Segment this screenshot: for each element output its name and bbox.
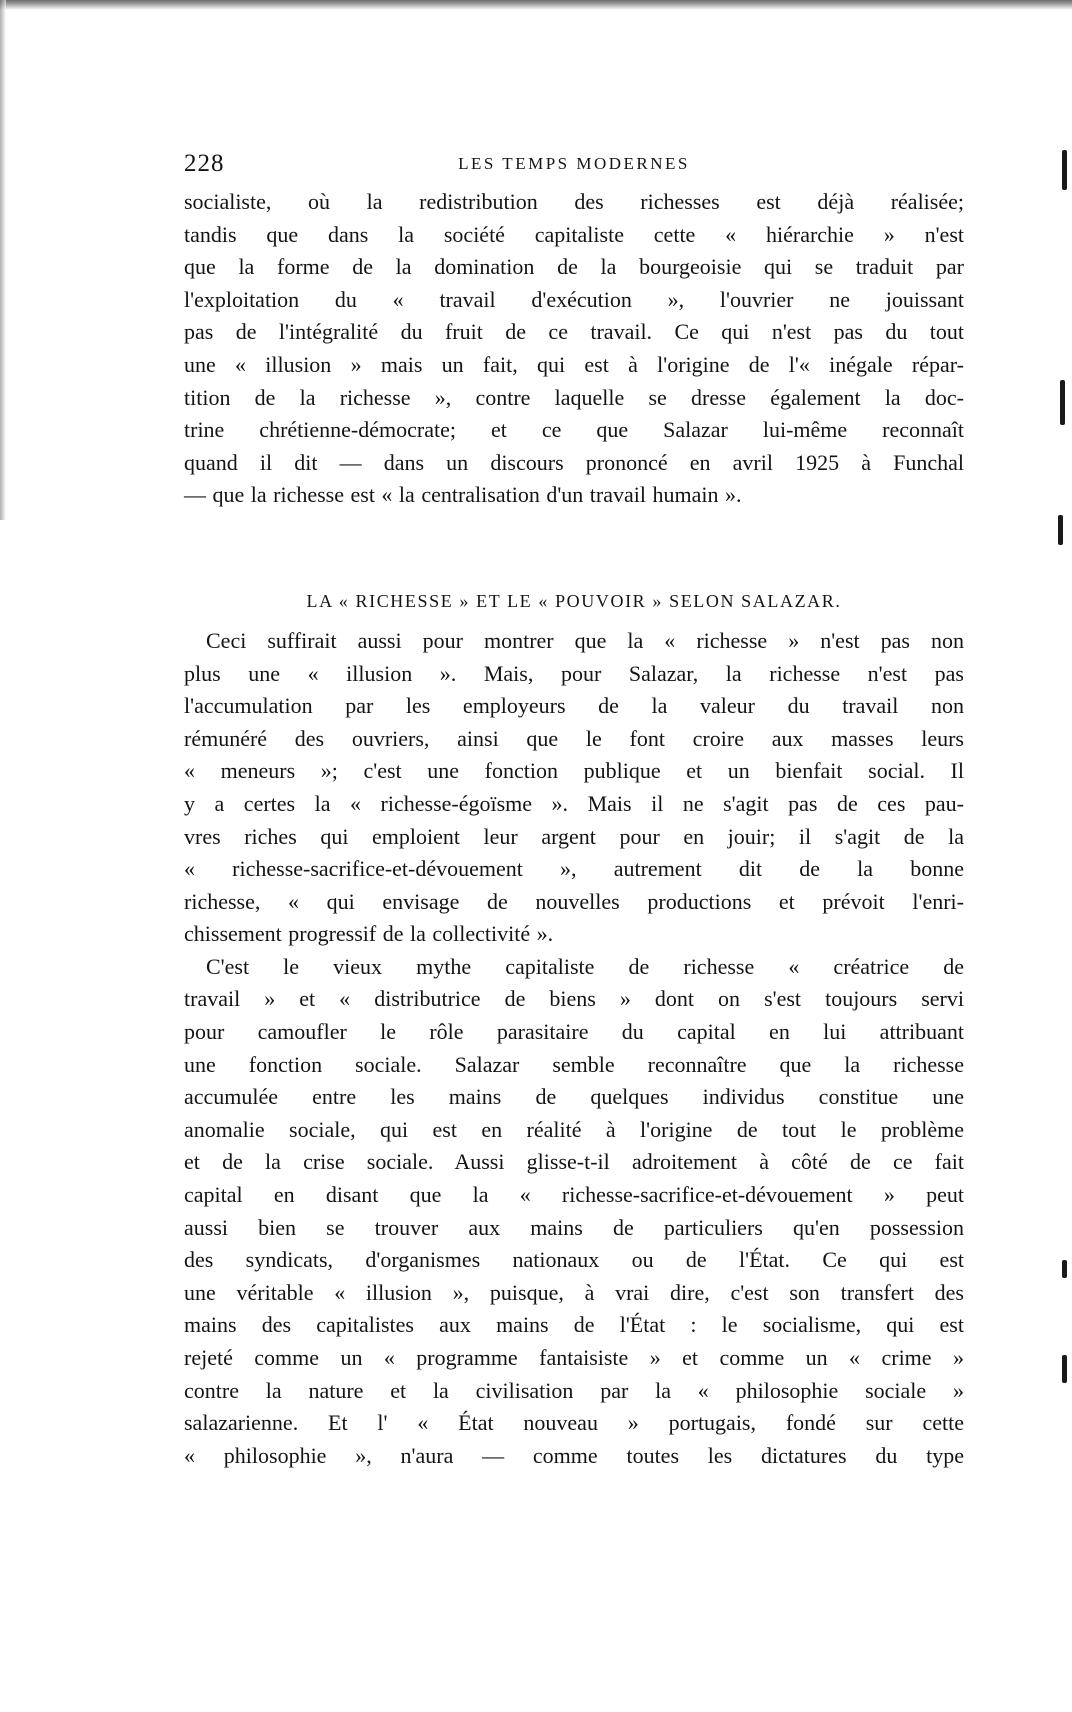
text-line: contre la nature et la civilisation par la « philosophie sociale » <box>184 1377 964 1403</box>
text-line: salazarienne. Et l' « État nouveau » portugais, fondé sur cette <box>184 1410 964 1436</box>
text-line: pour camoufler le rôle parasitaire du capital en lui attribuant <box>184 1019 964 1045</box>
document-page <box>184 150 964 1472</box>
text-line: que la forme de la domination de la bourgeoisie qui se traduit par <box>184 254 964 280</box>
scan-mark <box>1060 380 1065 425</box>
text-line: capital en disant que la « richesse-sacrifice-et-dévouement » peut <box>184 1182 964 1208</box>
text-line: l'exploitation du « travail d'exécution », l'ouvrier ne jouissant <box>184 286 964 312</box>
scan-mark <box>1062 150 1067 190</box>
text-line: accumulée entre les mains de quelques individus constitue une <box>184 1084 964 1110</box>
scan-edge-top <box>0 0 1072 10</box>
paragraph-3 <box>184 951 964 1473</box>
text-line: « philosophie », n'aura — comme toutes les dictatures du type <box>184 1442 964 1468</box>
text-line: plus une « illusion ». Mais, pour Salazar, la richesse n'est pas <box>184 660 964 686</box>
body-text <box>184 186 964 1472</box>
scan-mark <box>1062 1260 1067 1278</box>
text-line: des syndicats, d'organismes nationaux ou de l'État. Ce qui est <box>184 1247 964 1273</box>
text-line: pas de l'intégralité du fruit de ce travail. Ce qui n'est pas du tout <box>184 319 964 345</box>
text-line: y a certes la « richesse-égoïsme ». Mais il ne s'agit pas de ces pau- <box>184 790 964 816</box>
text-line: l'accumulation par les employeurs de la valeur du travail non <box>184 693 964 719</box>
text-line: richesse, « qui envisage de nouvelles productions et prévoit l'enri- <box>184 888 964 914</box>
paragraph-1 <box>184 186 964 512</box>
text-line: Ceci suffirait aussi pour montrer que la « richesse » n'est pas non <box>206 627 964 653</box>
text-line: trine chrétienne-démocrate; et ce que Salazar lui-même reconnaît <box>184 417 964 443</box>
text-line: anomalie sociale, qui est en réalité à l'origine de tout le problème <box>184 1116 964 1142</box>
text-line: et de la crise sociale. Aussi glisse-t-il adroitement à côté de ce fait <box>184 1149 964 1175</box>
paragraph-2 <box>184 625 964 951</box>
text-line: mains des capitalistes aux mains de l'État : le socialisme, qui est <box>184 1312 964 1338</box>
page-number: 228 <box>184 150 225 177</box>
scan-edge-left <box>0 0 6 520</box>
text-line: travail » et « distributrice de biens » dont on s'est toujours servi <box>184 986 964 1012</box>
text-line: socialiste, où la redistribution des richesses est déjà réalisée; <box>184 189 964 214</box>
text-line: — que la richesse est « la centralisation d'un travail humain ». <box>184 482 742 508</box>
text-line: tition de la richesse », contre laquelle se dresse également la doc- <box>184 384 964 410</box>
running-head <box>184 150 964 184</box>
text-line: rémunéré des ouvriers, ainsi que le font croire aux masses leurs <box>184 725 964 751</box>
text-line: « meneurs »; c'est une fonction publique et un bienfait social. Il <box>184 758 964 784</box>
text-line: une fonction sociale. Salazar semble reconnaître que la richesse <box>184 1051 964 1077</box>
text-line: une « illusion » mais un fait, qui est à l'origine de l'« inégale répar- <box>184 351 964 377</box>
text-line: aussi bien se trouver aux mains de particuliers qu'en possession <box>184 1214 964 1240</box>
text-line: C'est le vieux mythe capitaliste de richesse « créatrice de <box>206 953 964 979</box>
text-line: « richesse-sacrifice-et-dévouement », autrement dit de la bonne <box>184 856 964 882</box>
scan-mark <box>1058 515 1063 545</box>
section-heading: LA « RICHESSE » ET LE « POUVOIR » SELON SALAZAR. <box>306 590 842 611</box>
scan-mark <box>1062 1355 1067 1383</box>
text-line: vres riches qui emploient leur argent pour en jouir; il s'agit de la <box>184 823 964 849</box>
text-line: chissement progressif de la collectivité ». <box>184 921 554 947</box>
journal-title: LES TEMPS MODERNES <box>458 154 690 173</box>
text-line: quand il dit — dans un discours prononcé en avril 1925 à Funchal <box>184 449 964 475</box>
text-line: une véritable « illusion », puisque, à vrai dire, c'est son transfert des <box>184 1279 964 1305</box>
text-line: rejeté comme un « programme fantaisiste » et comme un « crime » <box>184 1345 964 1370</box>
text-line: tandis que dans la société capitaliste cette « hiérarchie » n'est <box>184 221 964 247</box>
